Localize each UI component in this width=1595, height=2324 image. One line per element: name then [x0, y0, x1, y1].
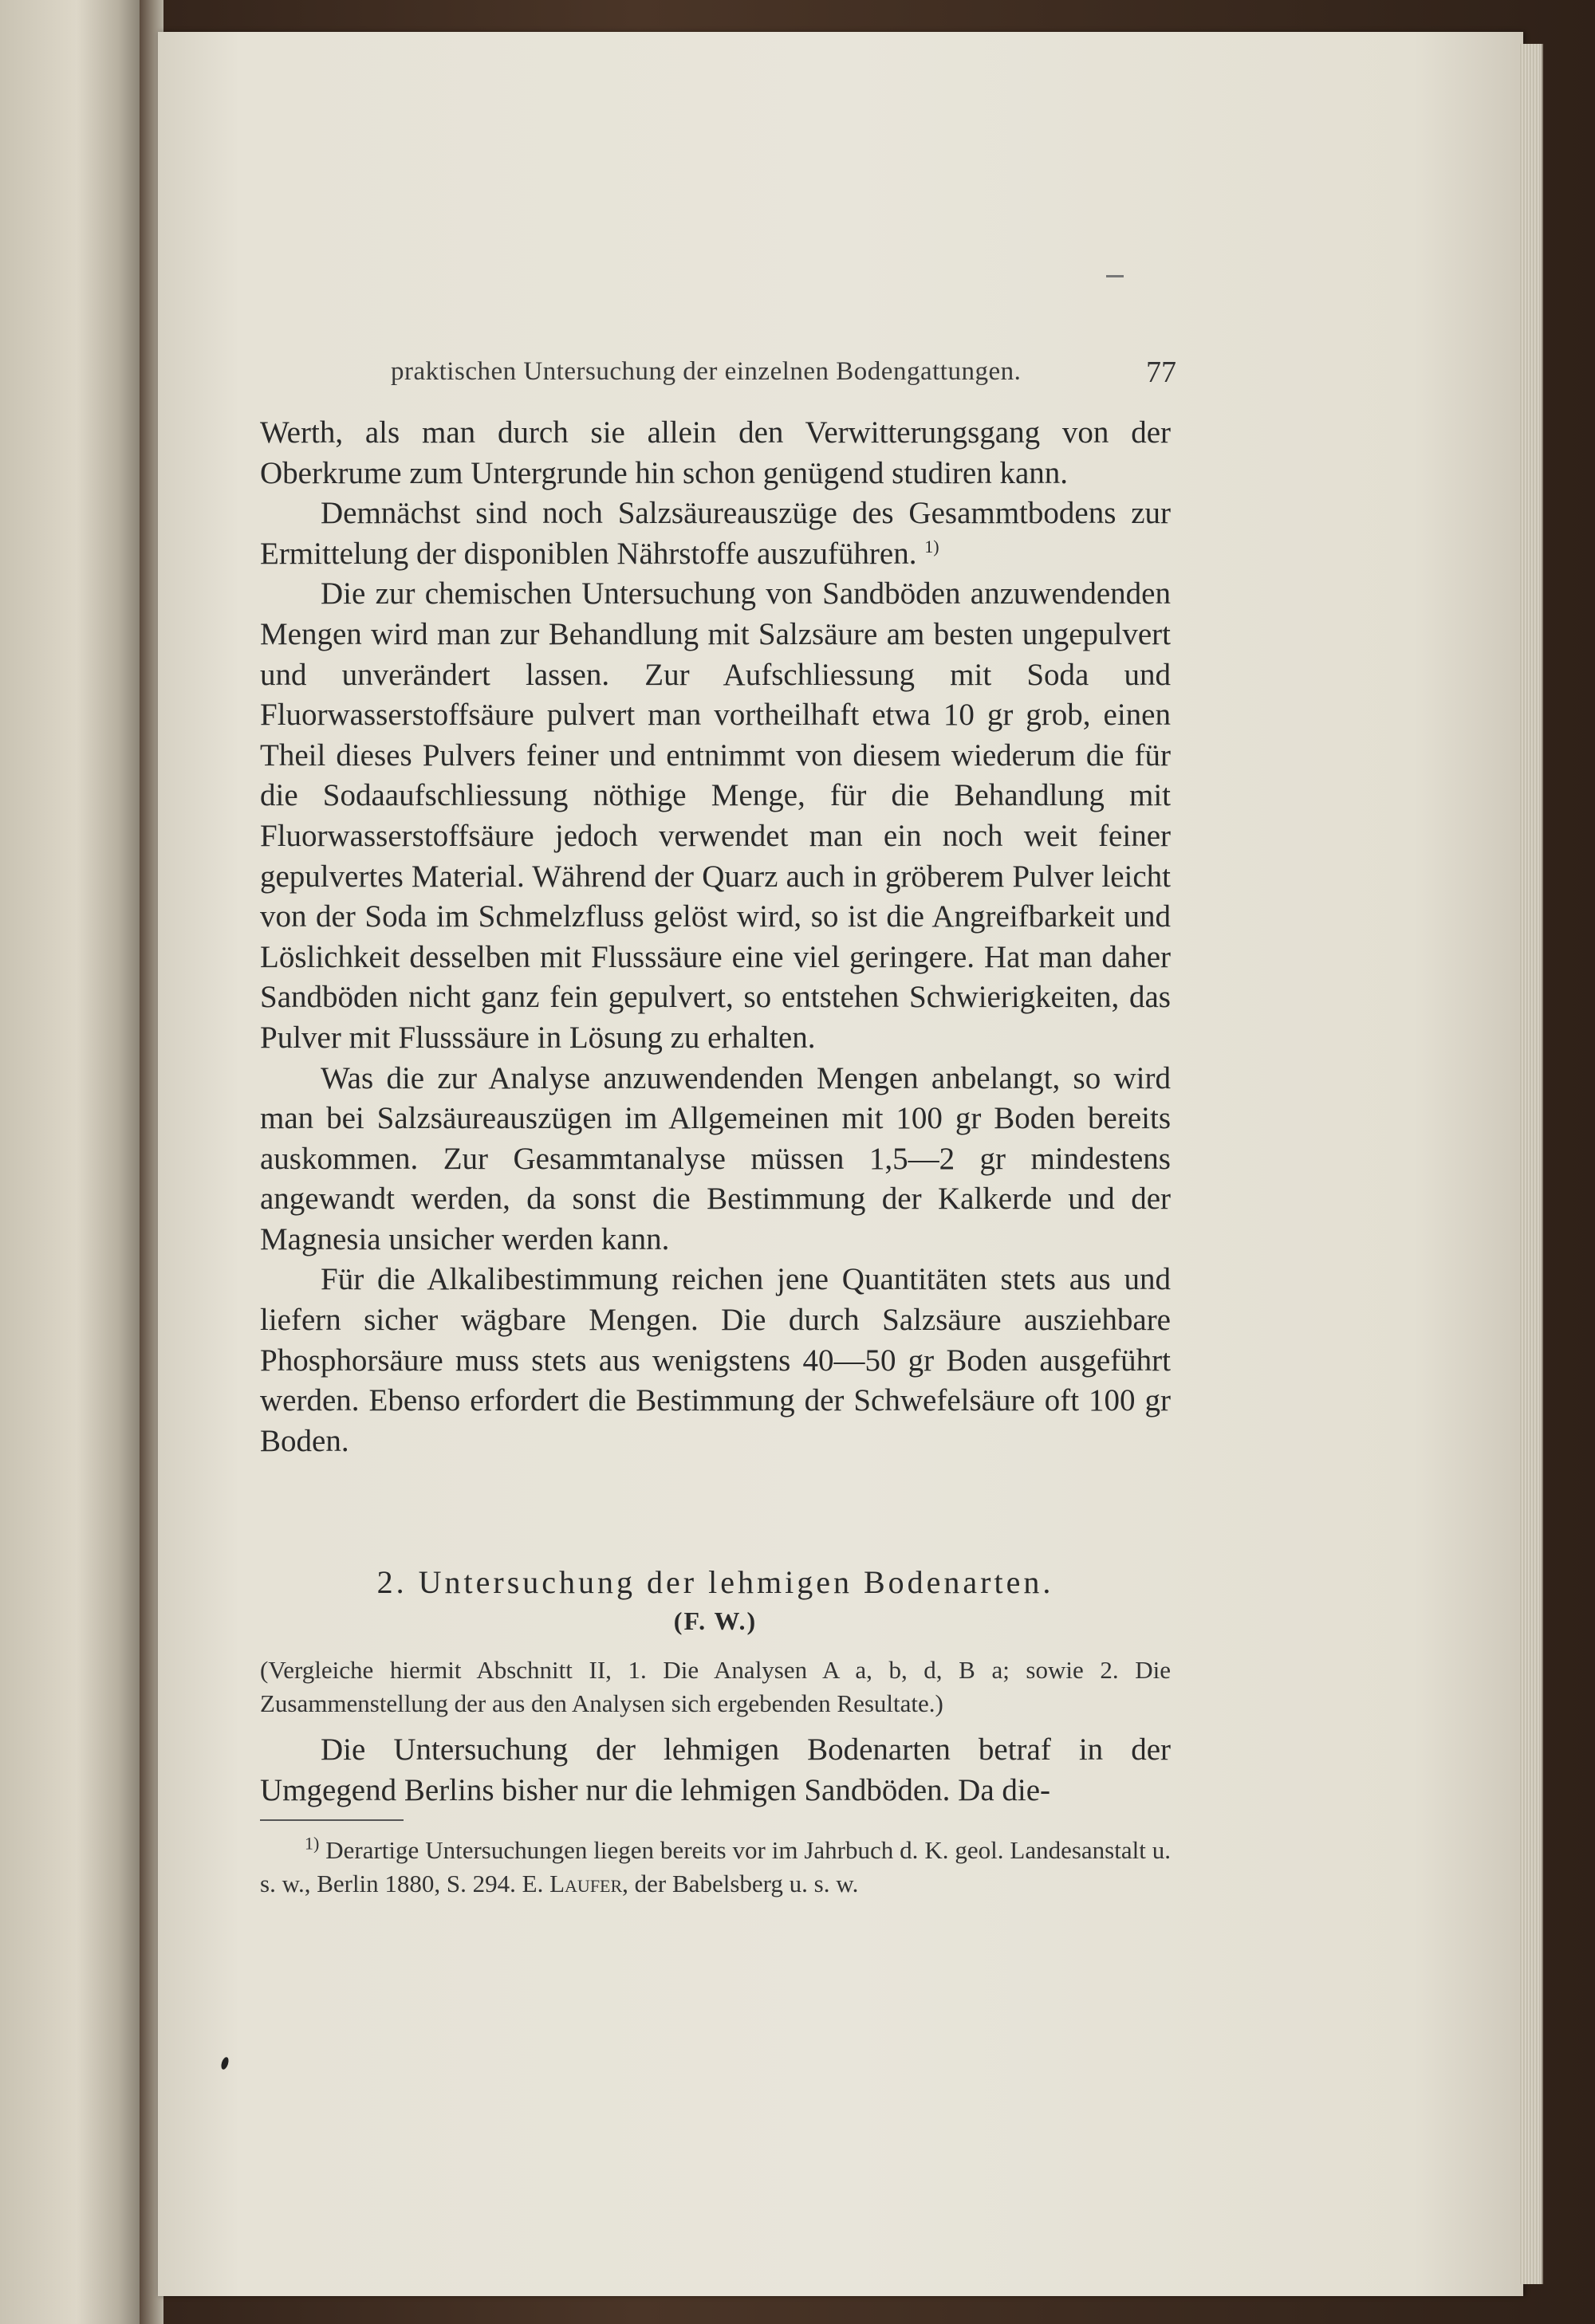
section-2 — [260, 1563, 1171, 1811]
left-page-edge — [0, 0, 142, 2324]
paragraph-2-text: Demnächst sind noch Salzsäureauszüge des Gesammtbodens zur Ermittelung der disponiblen Nährstoffe auszuführen. — [260, 496, 1171, 571]
section-body: Die Untersuchung der lehmigen Bodenarten betraf in der Umgegend Berlins bisher nur die lehmigen Sandböden. Da die- — [260, 1732, 1171, 1807]
footnote-text-end: , der Babelsberg u. s. w. — [622, 1870, 859, 1897]
paper-mark — [1106, 275, 1124, 277]
section-note: (Vergleiche hiermit Abschnitt II, 1. Die Analysen A a, b, d, B a; sowie 2. Die Zusammenstellung der aus den Analysen sich ergebenden Resultate.) — [260, 1656, 1171, 1717]
footnote — [260, 1834, 1171, 1901]
page-stack-edge — [1519, 44, 1543, 2284]
footnote-author: Laufer — [549, 1870, 623, 1897]
footnote-text: Derartige Untersuchungen liegen bereits vor im Jahrbuch d. K. geol. Landesanstalt u. s. w., Berlin 1880, S. 294. E. — [260, 1836, 1172, 1897]
footnote-reference: 1) — [924, 536, 939, 556]
section-authors: (F. W.) — [673, 1606, 758, 1635]
paragraph-4: Was die zur Analyse anzuwendenden Mengen anbelangt, so wird man bei Salzsäureauszügen im Allgemeinen mit 100 gr Boden bereits auskommen. Zur Gesammtanalyse müssen 1,5—2 gr mindestens angewandt werden, da sonst die Bestimmung der Kalkerde und der Magnesia unsicher werden kann. — [260, 1060, 1171, 1256]
running-head: praktischen Untersuchung der einzelnen Bodengattungen. — [391, 357, 1022, 386]
page-number: 77 — [1146, 356, 1176, 389]
paragraph-2 — [260, 494, 1171, 574]
section-title: 2. Untersuchung der lehmigen Bodenarten. — [376, 1564, 1054, 1600]
body-text — [260, 413, 1171, 1461]
paragraph-5: Für die Alkalibestimmung reichen jene Quantitäten stets aus und liefern sicher wägbare Mengen. Die durch Salzsäure ausziehbare Phosphorsäure muss stets aus wenigstens 40—50 gr Boden ausgeführt werden. Ebenso erfordert die Bestimmung der Schwefelsäure oft 100 gr Boden. — [260, 1262, 1171, 1458]
paragraph-1: Werth, als man durch sie allein den Verwitterungsgang von der Oberkrume zum Untergrunde hin schon genügend studiren kann. — [260, 415, 1171, 490]
footnote-marker: 1) — [305, 1833, 320, 1854]
footnote-rule — [260, 1819, 404, 1821]
paragraph-3: Die zur chemischen Untersuchung von Sandböden anzuwendenden Mengen wird man zur Behandlung mit Salzsäure am besten ungepulvert und unverändert lassen. Zur Aufschliessung mit Soda und Fluorwasserstoffsäure pulvert man vortheilhaft etwa 10 gr grob, einen Theil dieses Pulvers feiner und entnimmt von diesem wiederum die für die Sodaaufschliessung nöthige Menge, für die Behandlung mit Fluorwasserstoffsäure jedoch verwendet man ein noch weit feiner gepulvertes Material. Während der Quarz auch in gröberem Pulver leicht von der Soda im Schmelzfluss gelöst wird, so ist die Angreifbarkeit und Löslichkeit desselben mit Flusssäure eine viel geringere. Hat man daher Sandböden nicht ganz fein gepulvert, so entstehen Schwierigkeiten, das Pulver mit Flusssäure in Lösung zu erhalten. — [260, 576, 1171, 1055]
